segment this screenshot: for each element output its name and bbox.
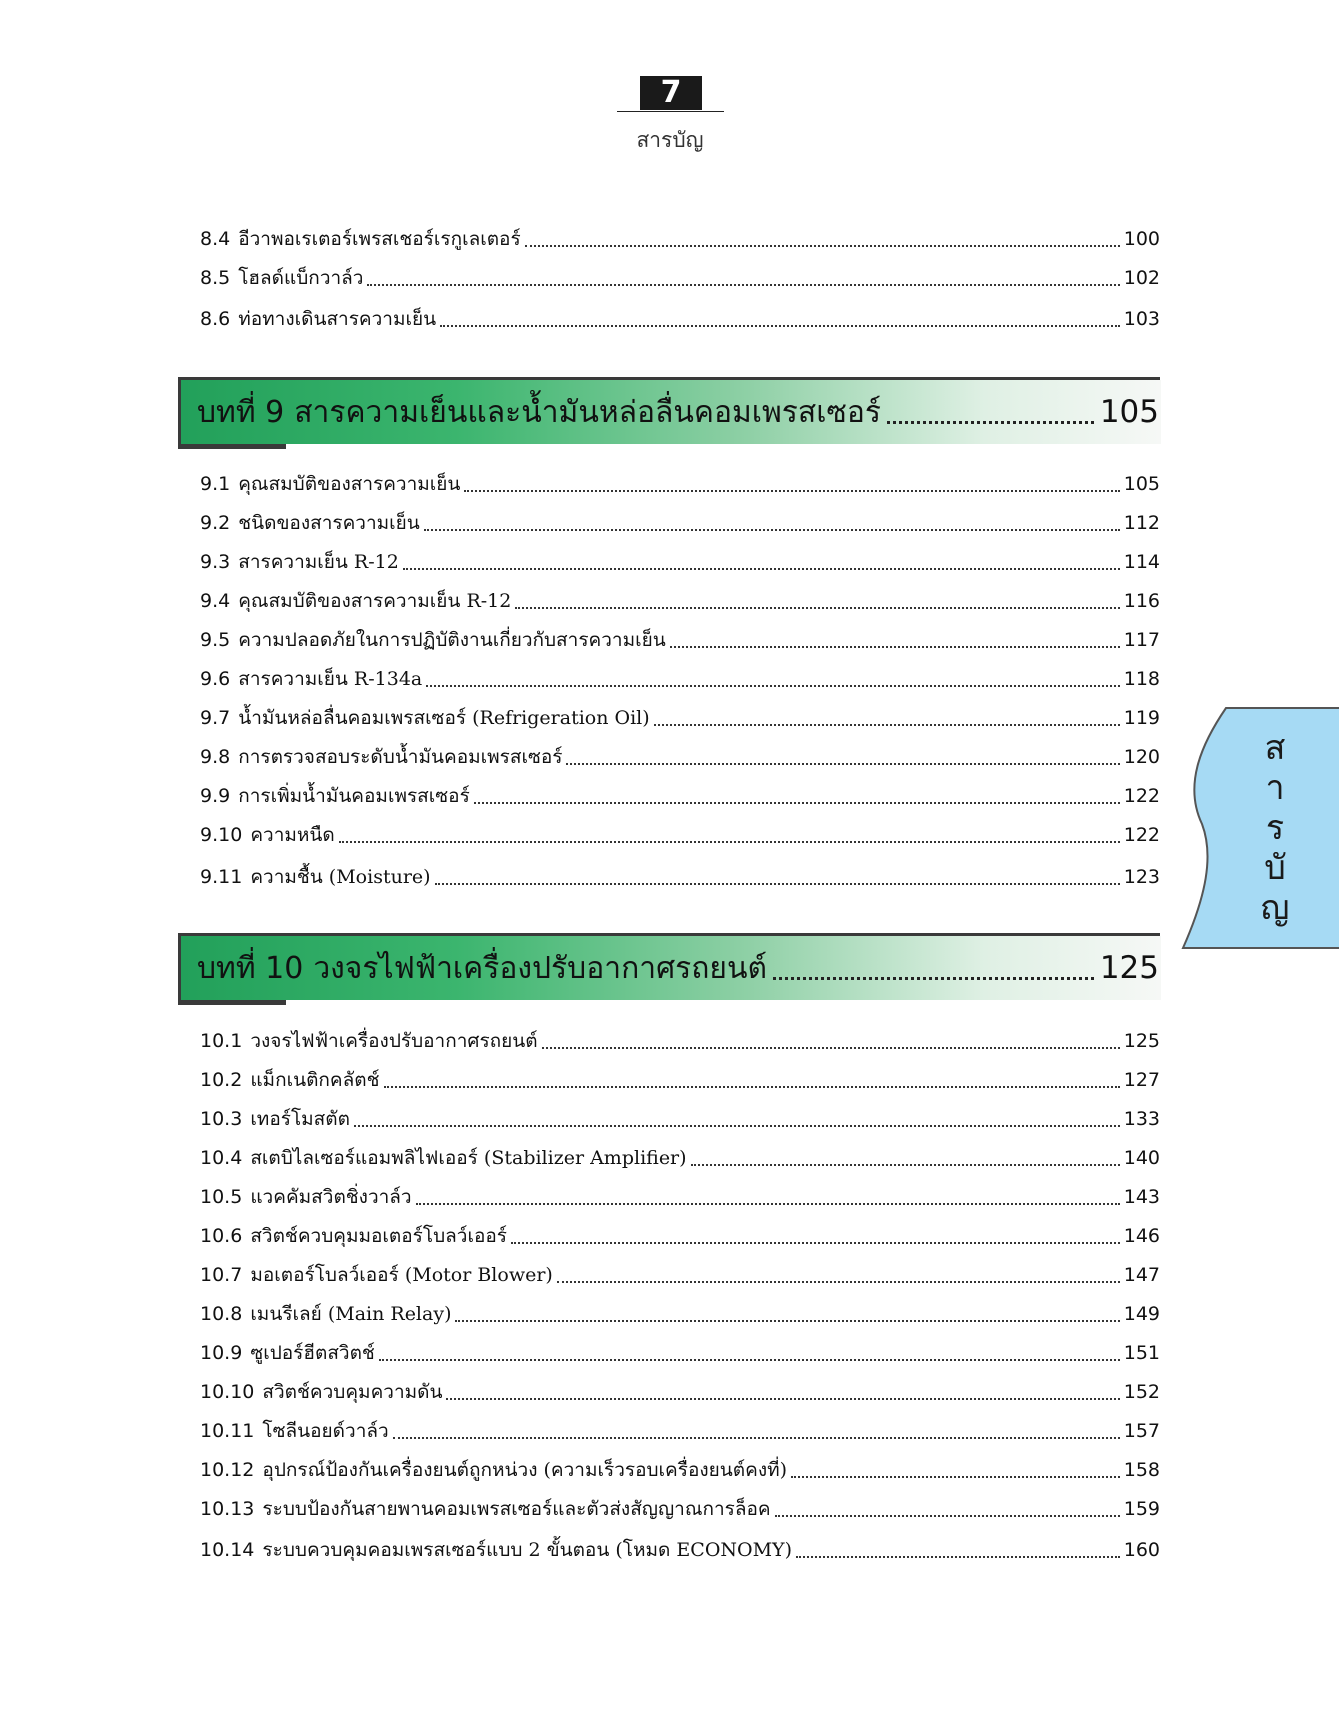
toc-entry-9-11[interactable] [200, 860, 1160, 894]
side-tab[interactable] [1180, 706, 1339, 950]
toc-entry-number: 10.1 [200, 1030, 243, 1052]
dot-leader [416, 1203, 1120, 1205]
toc-entry-title: เมนรีเลย์ (Main Relay) [250, 1303, 452, 1325]
toc-entry-page: 103 [1123, 308, 1160, 330]
dot-leader [511, 1242, 1120, 1244]
toc-entry-title: การเพิ่มน้ำมันคอมเพรสเซอร์ [238, 785, 470, 807]
toc-entry-number: 10.10 [200, 1381, 255, 1403]
toc-entry-page: 100 [1123, 228, 1160, 250]
toc-entry-number: 10.6 [200, 1225, 243, 1247]
chapter-10-banner[interactable] [181, 936, 1161, 1000]
dot-leader [474, 802, 1120, 804]
toc-entry-title: อีวาพอเรเตอร์เพรสเชอร์เรกูเลเตอร์ [238, 228, 521, 250]
dot-leader [384, 1086, 1120, 1088]
toc-entry-page: 112 [1123, 512, 1160, 534]
dot-leader [367, 284, 1119, 286]
toc-entry-9-1[interactable] [200, 467, 1160, 501]
toc-entry-page: 114 [1123, 551, 1160, 573]
toc-entry-title: ความชื้น (Moisture) [250, 866, 431, 888]
toc-entry-number: 9.8 [200, 746, 231, 768]
toc-entry-page: 122 [1123, 824, 1160, 846]
toc-entry-number: 8.5 [200, 267, 231, 289]
toc-entry-number: 9.7 [200, 707, 231, 729]
toc-entry-8-4[interactable] [200, 222, 1160, 256]
toc-entry-number: 10.3 [200, 1108, 243, 1130]
side-tab-char: ร [1265, 808, 1285, 848]
toc-entry-title: น้ำมันหล่อลื่นคอมเพรสเซอร์ (Refrigeration Oil) [238, 707, 650, 729]
chapter-9-banner[interactable] [181, 380, 1161, 444]
toc-entry-title: สเตบิไลเซอร์แอมพลิไฟเออร์ (Stabilizer Amplifier) [250, 1147, 687, 1169]
toc-entry-title: ระบบควบคุมคอมเพรสเซอร์แบบ 2 ขั้นตอน (โหมด ECONOMY) [262, 1539, 793, 1561]
dot-leader [424, 529, 1120, 531]
chapter-title: วงจรไฟฟ้าเครื่องปรับอากาศรถยนต์ [313, 950, 767, 986]
toc-entry-number: 10.8 [200, 1303, 243, 1325]
toc-entry-title: โซลีนอยด์วาล์ว [262, 1420, 389, 1442]
dot-leader [455, 1320, 1119, 1322]
toc-entry-number: 9.10 [200, 824, 243, 846]
page-number-rule [617, 111, 724, 112]
toc-entry-number: 10.9 [200, 1342, 243, 1364]
toc-entry-number: 9.11 [200, 866, 243, 888]
dot-leader [691, 1164, 1120, 1166]
chapter-page: 125 [1099, 950, 1159, 986]
toc-entry-title: สารความเย็น R-12 [238, 551, 399, 573]
page-number: 7 [640, 76, 702, 110]
toc-entry-page: 117 [1123, 629, 1160, 651]
toc-entry-8-6[interactable] [200, 302, 1160, 336]
side-tab-char: ส [1264, 728, 1286, 768]
toc-entry-10-12[interactable] [200, 1453, 1160, 1487]
toc-entry-title: เทอร์โมสตัต [250, 1108, 350, 1130]
toc-entry-title: ชนิดของสารความเย็น [238, 512, 420, 534]
toc-entry-title: คุณสมบัติของสารความเย็น R-12 [238, 590, 512, 612]
toc-entry-9-2[interactable] [200, 506, 1160, 540]
dot-leader [339, 841, 1120, 843]
toc-entry-title: แม็กเนติกคลัตช์ [250, 1069, 380, 1091]
dot-leader [403, 568, 1120, 570]
toc-entry-10-13[interactable] [200, 1492, 1160, 1526]
chapter-label: บทที่ 10 [197, 950, 304, 986]
toc-entry-9-6[interactable] [200, 662, 1160, 696]
toc-entry-page: 105 [1123, 473, 1160, 495]
toc-entry-title: การตรวจสอบระดับน้ำมันคอมเพรสเซอร์ [238, 746, 563, 768]
dot-leader [887, 421, 1094, 424]
toc-entry-10-14[interactable] [200, 1533, 1160, 1567]
toc-entry-title: ความหนืด [250, 824, 335, 846]
dot-leader [440, 325, 1120, 327]
dot-leader [796, 1556, 1120, 1558]
running-head: สารบัญ [636, 128, 704, 152]
side-tab-char: า [1265, 768, 1285, 808]
toc-entry-page: 122 [1123, 785, 1160, 807]
toc-entry-title: อุปกรณ์ป้องกันเครื่องยนต์ถูกหน่วง (ความเร็วรอบเครื่องยนต์คงที่) [262, 1459, 788, 1481]
dot-leader [435, 883, 1120, 885]
toc-entry-10-1[interactable] [200, 1024, 1160, 1058]
toc-entry-10-4[interactable] [200, 1141, 1160, 1175]
dot-leader [775, 1515, 1120, 1517]
toc-entry-9-10[interactable] [200, 818, 1160, 852]
toc-entry-page: 143 [1123, 1186, 1160, 1208]
toc-entry-page: 120 [1123, 746, 1160, 768]
toc-entry-10-6[interactable] [200, 1219, 1160, 1253]
toc-entry-number: 10.14 [200, 1539, 255, 1561]
toc-entry-number: 9.4 [200, 590, 231, 612]
toc-entry-page: 146 [1123, 1225, 1160, 1247]
toc-entry-page: 157 [1123, 1420, 1160, 1442]
toc-entry-10-7[interactable] [200, 1258, 1160, 1292]
toc-entry-page: 149 [1123, 1303, 1160, 1325]
dot-leader [446, 1398, 1119, 1400]
toc-entry-10-5[interactable] [200, 1180, 1160, 1214]
dot-leader [515, 607, 1119, 609]
toc-entry-page: 133 [1123, 1108, 1160, 1130]
chapter-page: 105 [1099, 394, 1159, 430]
toc-entry-number: 9.3 [200, 551, 231, 573]
toc-entry-10-10[interactable] [200, 1375, 1160, 1409]
toc-entry-8-5[interactable] [200, 261, 1160, 295]
dot-leader [393, 1437, 1120, 1439]
dot-leader [557, 1281, 1120, 1283]
toc-entry-page: 127 [1123, 1069, 1160, 1091]
toc-entry-9-3[interactable] [200, 545, 1160, 579]
toc-entry-10-11[interactable] [200, 1414, 1160, 1448]
toc-entry-9-9[interactable] [200, 779, 1160, 813]
dot-leader [379, 1359, 1120, 1361]
toc-entry-number: 8.6 [200, 308, 231, 330]
toc-entry-10-8[interactable] [200, 1297, 1160, 1331]
dot-leader [542, 1047, 1120, 1049]
toc-entry-page: 152 [1123, 1381, 1160, 1403]
toc-entry-page: 125 [1123, 1030, 1160, 1052]
toc-entry-9-8[interactable] [200, 740, 1160, 774]
toc-entry-number: 9.1 [200, 473, 231, 495]
toc-entry-title: ซูเปอร์ฮีตสวิตช์ [250, 1342, 375, 1364]
dot-leader [791, 1476, 1120, 1478]
toc-entry-number: 10.5 [200, 1186, 243, 1208]
toc-entry-number: 10.12 [200, 1459, 255, 1481]
toc-entry-number: 10.4 [200, 1147, 243, 1169]
toc-entry-number: 10.11 [200, 1420, 255, 1442]
toc-entry-title: ความปลอดภัยในการปฏิบัติงานเกี่ยวกับสารความเย็น [238, 629, 666, 651]
toc-entry-10-9[interactable] [200, 1336, 1160, 1370]
toc-entry-title: วงจรไฟฟ้าเครื่องปรับอากาศรถยนต์ [250, 1030, 538, 1052]
toc-entry-title: สารความเย็น R-134a [238, 668, 423, 690]
toc-entry-number: 10.7 [200, 1264, 243, 1286]
toc-entry-title: สวิตช์ควบคุมมอเตอร์โบลว์เออร์ [250, 1225, 507, 1247]
toc-entry-number: 9.5 [200, 629, 231, 651]
toc-entry-page: 123 [1123, 866, 1160, 888]
toc-entry-number: 9.9 [200, 785, 231, 807]
toc-entry-title: ระบบป้องกันสายพานคอมเพรสเซอร์และตัวส่งสัญญาณการล็อค [262, 1498, 771, 1520]
toc-entry-page: 102 [1123, 267, 1160, 289]
toc-entry-number: 9.2 [200, 512, 231, 534]
toc-entry-page: 159 [1123, 1498, 1160, 1520]
chapter-label: บทที่ 9 [197, 394, 285, 430]
dot-leader [773, 977, 1094, 980]
toc-entry-title: สวิตช์ควบคุมความดัน [262, 1381, 443, 1403]
toc-entry-number: 10.13 [200, 1498, 255, 1520]
toc-entry-page: 140 [1123, 1147, 1160, 1169]
toc-entry-10-2[interactable] [200, 1063, 1160, 1097]
dot-leader [525, 245, 1120, 247]
side-tab-char: บั [1264, 848, 1286, 888]
side-tab-label [1240, 728, 1310, 928]
toc-entry-title: แวคคัมสวิตชิ่งวาล์ว [250, 1186, 412, 1208]
dot-leader [426, 685, 1119, 687]
toc-entry-9-4[interactable] [200, 584, 1160, 618]
toc-entry-page: 151 [1123, 1342, 1160, 1364]
toc-entry-title: โฮลด์แบ็กวาล์ว [238, 267, 364, 289]
toc-entry-page: 158 [1123, 1459, 1160, 1481]
toc-entry-9-7[interactable] [200, 701, 1160, 735]
toc-entry-page: 147 [1123, 1264, 1160, 1286]
toc-entry-number: 9.6 [200, 668, 231, 690]
dot-leader [354, 1125, 1120, 1127]
dot-leader [654, 724, 1120, 726]
toc-entry-title: มอเตอร์โบลว์เออร์ (Motor Blower) [250, 1264, 553, 1286]
toc-entry-title: คุณสมบัติของสารความเย็น [238, 473, 461, 495]
toc-entry-page: 118 [1123, 668, 1160, 690]
chapter-title: สารความเย็นและน้ำมันหล่อลื่นคอมเพรสเซอร์ [294, 394, 881, 430]
dot-leader [566, 763, 1119, 765]
toc-entry-page: 160 [1123, 1539, 1160, 1561]
toc-entry-page: 116 [1123, 590, 1160, 612]
toc-entry-10-3[interactable] [200, 1102, 1160, 1136]
toc-entry-number: 8.4 [200, 228, 231, 250]
dot-leader [670, 646, 1120, 648]
toc-entry-9-5[interactable] [200, 623, 1160, 657]
side-tab-char: ญ [1260, 888, 1290, 928]
toc-entry-page: 119 [1123, 707, 1160, 729]
toc-entry-title: ท่อทางเดินสารความเย็น [238, 308, 437, 330]
toc-entry-number: 10.2 [200, 1069, 243, 1091]
dot-leader [464, 490, 1119, 492]
